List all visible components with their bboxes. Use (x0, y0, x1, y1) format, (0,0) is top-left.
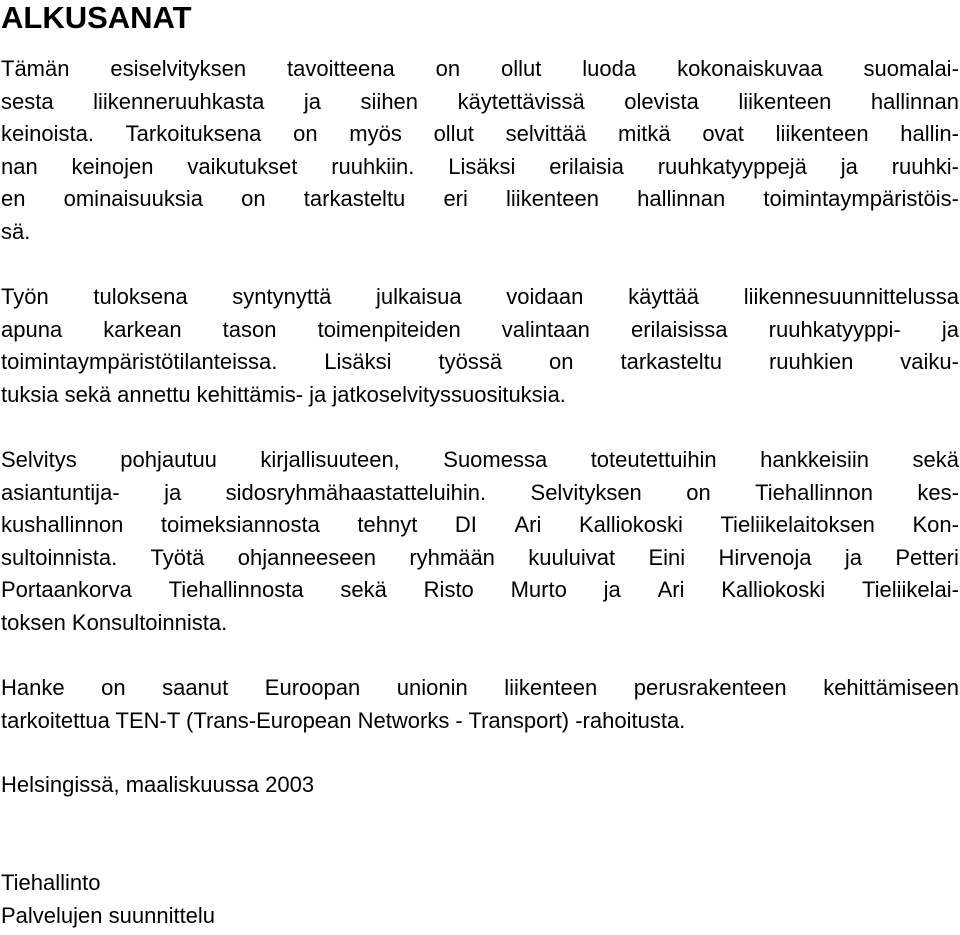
date-text: Helsingissä, maaliskuussa 2003 (1, 772, 315, 797)
date-line (1, 769, 314, 802)
text-line: Hanke on saanut Euroopan unionin liikenteen perusrakenteen kehittämiseen (1, 675, 959, 700)
text-line: Portaankorva Tiehallinnosta sekä Risto Murto ja Ari Kalliokoski Tieliikelai- (1, 577, 959, 602)
page-title: ALKUSANAT (1, 0, 192, 35)
paragraph-usage (1, 281, 959, 411)
signature-unit: Palvelujen suunnittelu (1, 902, 216, 928)
text-line: kushallinnon toimeksiannosta tehnyt DI Ari Kalliokoski Tieliikelaitoksen Kon- (1, 512, 959, 537)
text-line: asiantuntija- ja sidosryhmähaastatteluihin. Selvityksen on Tiehallinnon kes- (1, 479, 959, 505)
signature-organization: Tiehallinto (1, 870, 101, 895)
text-line: tuksia sekä annettu kehittämis- ja jatkoselvityssuosituksia. (1, 381, 566, 407)
text-line: Tämän esiselvityksen tavoitteena on ollut luoda kokonaiskuvaa suomalai- (1, 56, 959, 81)
paragraph-background (1, 444, 959, 639)
text-line: en ominaisuuksia on tarkasteltu eri liikenteen hallinnan toimintaympäristöis- (1, 186, 959, 211)
text-line: Selvitys pohjautuu kirjallisuuteen, Suomessa toteutettuihin hankkeisiin sekä (1, 447, 959, 472)
paragraph-funding (1, 672, 959, 737)
paragraph-purpose (1, 53, 959, 248)
text-line: toimintaympäristötilanteissa. Lisäksi työssä on tarkasteltu ruuhkien vaiku- (1, 349, 959, 374)
text-line: apuna karkean tason toimenpiteiden valintaan erilaisissa ruuhkatyyppi- ja (1, 316, 959, 342)
text-line: nan keinojen vaikutukset ruuhkiin. Lisäksi erilaisia ruuhkatyyppejä ja ruuhki- (1, 153, 959, 179)
text-line: tarkoitettua TEN-T (Trans-European Networks - Transport) -rahoitusta. (1, 707, 686, 733)
text-line: keinoista. Tarkoituksena on myös ollut selvittää mitkä ovat liikenteen hallin- (1, 121, 959, 146)
text-line: sultoinnista. Työtä ohjanneeseen ryhmään kuuluivat Eini Hirvenoja ja Petteri (1, 544, 959, 570)
text-line: Työn tuloksena syntynyttä julkaisua voidaan käyttää liikennesuunnittelussa (1, 284, 959, 309)
text-line: sä. (1, 218, 31, 244)
signature-block (1, 867, 215, 932)
text-line: toksen Konsultoinnista. (1, 609, 228, 635)
text-line: sesta liikenneruuhkasta ja siihen käytettävissä olevista liikenteen hallinnan (1, 88, 959, 114)
